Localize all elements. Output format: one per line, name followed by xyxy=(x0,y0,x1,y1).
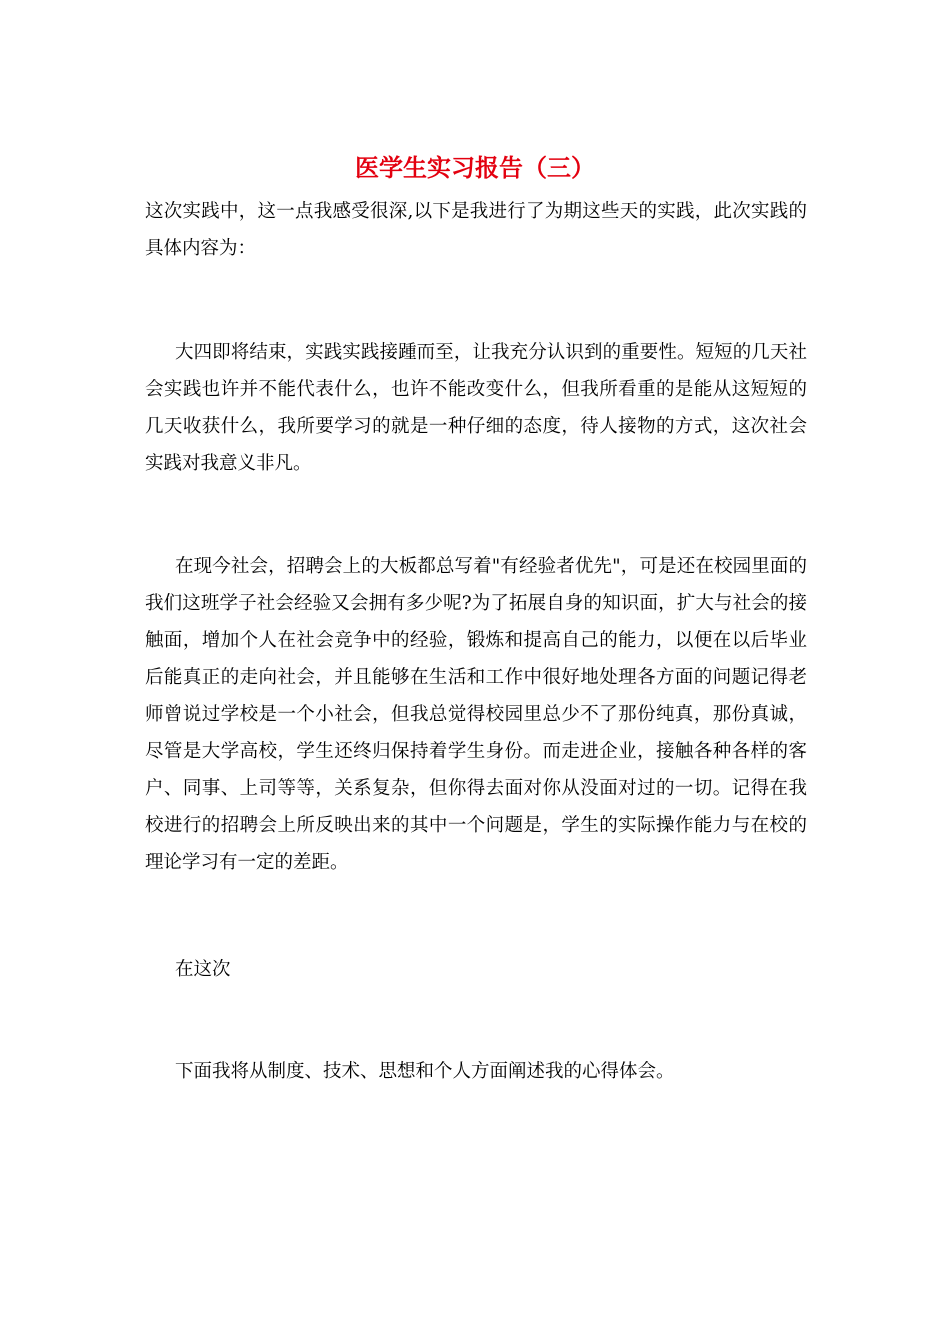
paragraph-intro: 这次实践中，这一点我感受很深,以下是我进行了为期这些天的实践，此次实践的具体内容为： xyxy=(145,201,807,259)
paragraph-this-time: 在这次 xyxy=(175,959,231,980)
paragraph-senior-year: 大四即将结束，实践实践接踵而至，让我充分认识到的重要性。短短的几天社会实践也许并不能代表什么，也许不能改变什么，但我所看重的是能从这短短的几天收获什么，我所要学习的就是一种仔细的态度，待人接物的方式，这次社会实践对我意义非凡。 xyxy=(145,342,807,474)
paragraph-summary: 下面我将从制度、技术、思想和个人方面阐述我的心得体会。 xyxy=(175,1061,675,1082)
document-title: 医学生实习报告（三） xyxy=(355,153,595,182)
paragraph-society: 在现今社会，招聘会上的大板都总写着"有经验者优先"，可是还在校园里面的我们这班学子社会经验又会拥有多少呢?为了拓展自身的知识面，扩大与社会的接触面，增加个人在社会竞争中的经验，锻炼和提高自己的能力，以便在以后毕业后能真正的走向社会，并且能够在生活和工作中很好地处理各方面的问题记得老师曾说过学校是一个小社会，但我总觉得校园里总少不了那份纯真，那份真诚，尽管是大学高校，学生还终归保持着学生身份。而走进企业，接触各种各样的客户、同事、上司等等，关系复杂，但你得去面对你从没面对过的一切。记得在我校进行的招聘会上所反映出来的其中一个问题是，学生的实际操作能力与在校的理论学习有一定的差距。 xyxy=(145,556,807,873)
